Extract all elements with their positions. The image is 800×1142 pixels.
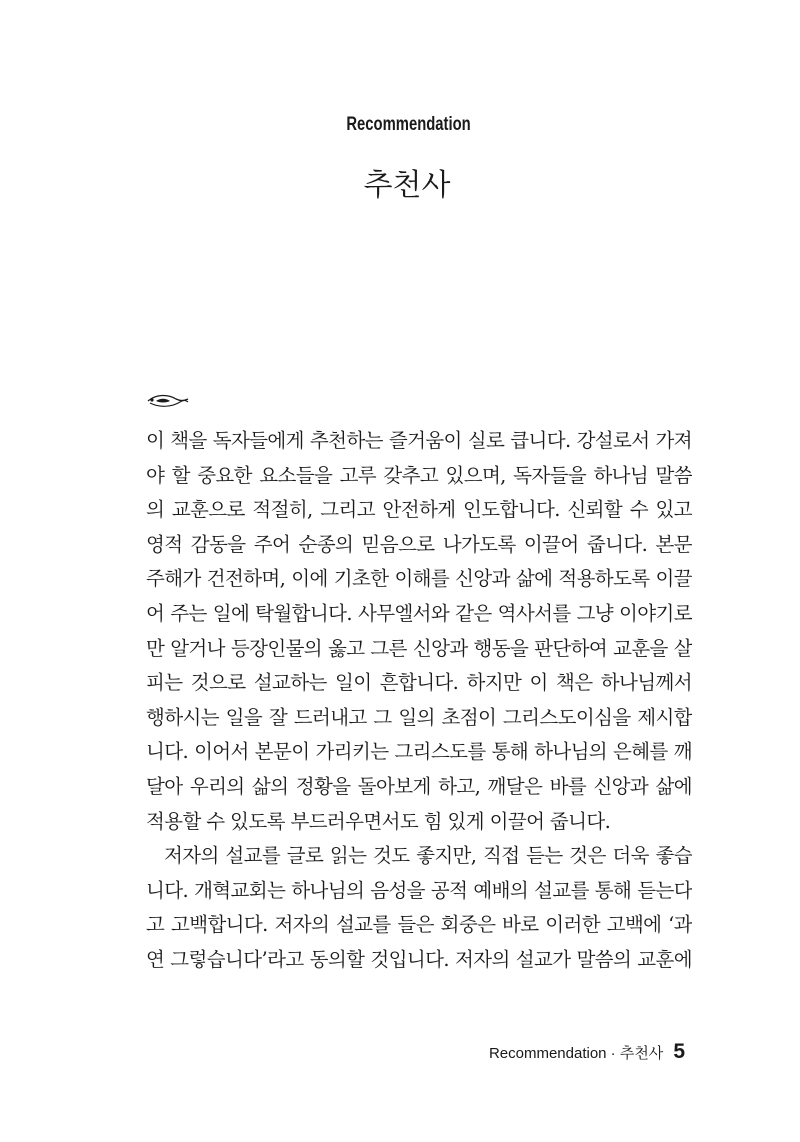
body-line: 니다. 개혁교회는 하나님의 음성을 공적 예배의 설교를 통해 듣는다 (146, 878, 692, 902)
page-number: 5 (673, 1040, 685, 1063)
page-title: 추천사 (363, 168, 451, 203)
body-line: 의 교훈으로 적절히, 그리고 안전하게 인도합니다. 신뢰할 수 있고 (146, 498, 692, 522)
body-line: 피는 것으로 설교하는 일이 흔합니다. 하지만 이 책은 하나님께서 (146, 671, 692, 695)
page-footer (489, 1040, 685, 1064)
body-line: 영적 감동을 주어 순종의 믿음으로 나가도록 이끌어 줍니다. 본문 (146, 532, 692, 556)
body-line: 야 할 중요한 요소들을 고루 갖추고 있으며, 독자들을 하나님 말씀 (146, 463, 692, 487)
running-title: Recommendation · 추천사 (488, 1045, 664, 1062)
body-line: 만 알거나 등장인물의 옳고 그른 신앙과 행동을 판단하여 교훈을 살 (146, 636, 692, 660)
body-line: 어 주는 일에 탁월합니다. 사무엘서와 같은 역사서를 그냥 이야기로 (146, 601, 692, 625)
body-line: 연 그렇습니다’라고 동의할 것입니다. 저자의 설교가 말씀의 교훈에 (146, 947, 692, 971)
english-heading: Recommendation (346, 114, 471, 135)
body-line: 적용할 수 있도록 부드러우면서도 힘 있게 이끌어 줍니다. (146, 809, 611, 833)
body-line: 달아 우리의 삶의 정황을 돌아보게 하고, 깨달은 바를 신앙과 삶에 (146, 774, 692, 798)
body-line: 행하시는 일을 잘 드러내고 그 일의 초점이 그리스도이심을 제시합 (146, 705, 692, 729)
flourish-ornament-icon (146, 390, 190, 412)
body-line: 고 고백합니다. 저자의 설교를 들은 회중은 바로 이러한 고백에 ‘과 (146, 913, 692, 937)
body-line: 주해가 건전하며, 이에 기초한 이해를 신앙과 삶에 적용하도록 이끌 (146, 567, 692, 591)
body-line: 이 책을 독자들에게 추천하는 즐거움이 실로 큽니다. 강설로서 가져 (146, 429, 692, 452)
body-line: 니다. 이어서 본문이 가리키는 그리스도를 통해 하나님의 은혜를 깨 (146, 740, 692, 764)
body-line: 저자의 설교를 글로 읽는 것도 좋지만, 직접 듣는 것은 더욱 좋습 (164, 844, 692, 868)
recommendation-body (146, 424, 692, 978)
